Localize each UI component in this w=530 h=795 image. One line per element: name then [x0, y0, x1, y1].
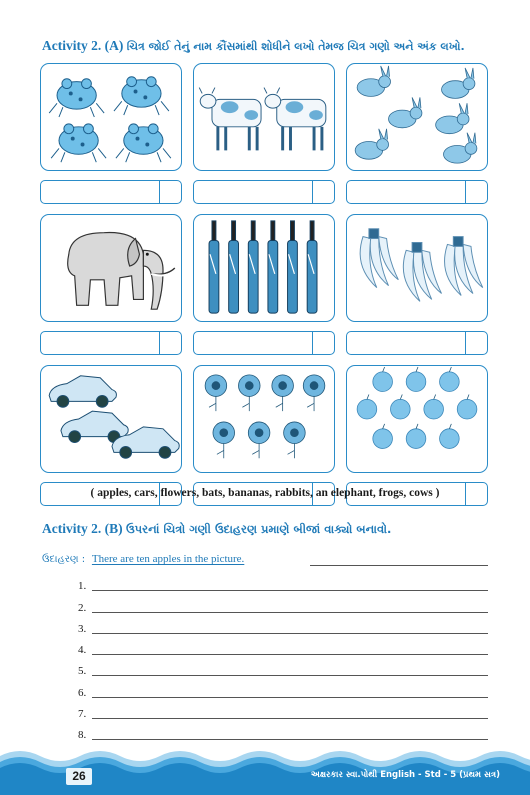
picture-cows — [193, 63, 335, 171]
apples-icon — [347, 366, 487, 472]
bats-icon — [194, 215, 334, 321]
answer-box-cows[interactable] — [193, 180, 335, 204]
writing-rule[interactable] — [92, 718, 488, 719]
line-number: 6. — [78, 686, 87, 699]
writing-rule[interactable] — [92, 590, 488, 591]
count-box[interactable] — [159, 181, 181, 203]
count-box[interactable] — [465, 332, 487, 354]
activity-a-label: Activity 2. (A) — [42, 38, 124, 53]
writing-rule[interactable] — [92, 654, 488, 655]
writing-rule[interactable] — [92, 633, 488, 634]
picture-elephant — [40, 214, 182, 322]
picture-frogs — [40, 63, 182, 171]
answer-box-elephant[interactable] — [40, 331, 182, 355]
answer-box-rabbits[interactable] — [346, 180, 488, 204]
example-text: There are ten apples in the picture. — [91, 553, 245, 565]
page-number: 26 — [66, 768, 92, 785]
elephant-icon — [41, 215, 181, 321]
writing-rule[interactable] — [92, 739, 488, 740]
answer-box-bats[interactable] — [193, 331, 335, 355]
example-sentence — [42, 553, 488, 569]
frogs-icon — [41, 64, 181, 170]
answer-line[interactable] — [78, 679, 488, 700]
picture-grid — [40, 63, 488, 516]
answer-line[interactable] — [78, 701, 488, 722]
cars-icon — [41, 366, 181, 472]
word-list: ( apples, cars, flowers, bats, bananas, rabbits, an elephant, frogs, cows ) — [90, 487, 440, 499]
count-box[interactable] — [312, 181, 334, 203]
line-number: 1. — [78, 580, 87, 593]
answer-line[interactable] — [78, 573, 488, 594]
activity-a-instruction: ચિત્ર જોઈ તેનું નામ કૌંસમાંથી શોધીને લખો તેમજ ચિત્ર ગણો અને અંક લખો. — [126, 40, 465, 53]
count-box[interactable] — [465, 181, 487, 203]
answer-line[interactable] — [78, 722, 488, 743]
picture-row-2 — [40, 214, 488, 322]
picture-flowers — [193, 365, 335, 473]
picture-cars — [40, 365, 182, 473]
answer-row-2 — [40, 331, 488, 355]
picture-bats — [193, 214, 335, 322]
example-label: ઉદાહરણ : — [42, 554, 86, 565]
bananas-icon — [347, 215, 487, 321]
line-number: 8. — [78, 729, 87, 742]
activity-b-label: Activity 2. (B) — [42, 521, 123, 536]
answer-box-frogs[interactable] — [40, 180, 182, 204]
writing-rule[interactable] — [92, 612, 488, 613]
line-number: 4. — [78, 644, 87, 657]
writing-rule[interactable] — [92, 675, 488, 676]
line-number: 3. — [78, 622, 87, 635]
picture-row-3 — [40, 365, 488, 473]
answer-lines — [78, 573, 488, 743]
answer-line[interactable] — [78, 594, 488, 615]
answer-line[interactable] — [78, 637, 488, 658]
line-number: 5. — [78, 665, 87, 678]
answer-line[interactable] — [78, 616, 488, 637]
line-number: 7. — [78, 708, 87, 721]
picture-apples — [346, 365, 488, 473]
answer-line[interactable] — [78, 658, 488, 679]
count-box[interactable] — [312, 332, 334, 354]
line-number: 2. — [78, 601, 87, 614]
rabbits-icon — [347, 64, 487, 170]
picture-row-1 — [40, 63, 488, 171]
activity-b-title — [42, 521, 502, 537]
picture-rabbits — [346, 63, 488, 171]
flowers-icon — [194, 366, 334, 472]
picture-bananas — [346, 214, 488, 322]
answer-row-1 — [40, 180, 488, 204]
activity-a-title — [42, 38, 502, 54]
writing-rule[interactable] — [92, 697, 488, 698]
example-rule — [310, 565, 488, 566]
cows-icon — [194, 64, 334, 170]
answer-box-bananas[interactable] — [346, 331, 488, 355]
book-title: અક્ષરકાર સ્વા.પોથી English - Std - 5 (પ્રથમ સત્ર) — [310, 770, 500, 780]
count-box[interactable] — [159, 332, 181, 354]
activity-b-instruction: ઉપરનાં ચિત્રો ગણી ઉદાહરણ પ્રમાણે બીજાં વાક્યો બનાવો. — [125, 522, 392, 536]
